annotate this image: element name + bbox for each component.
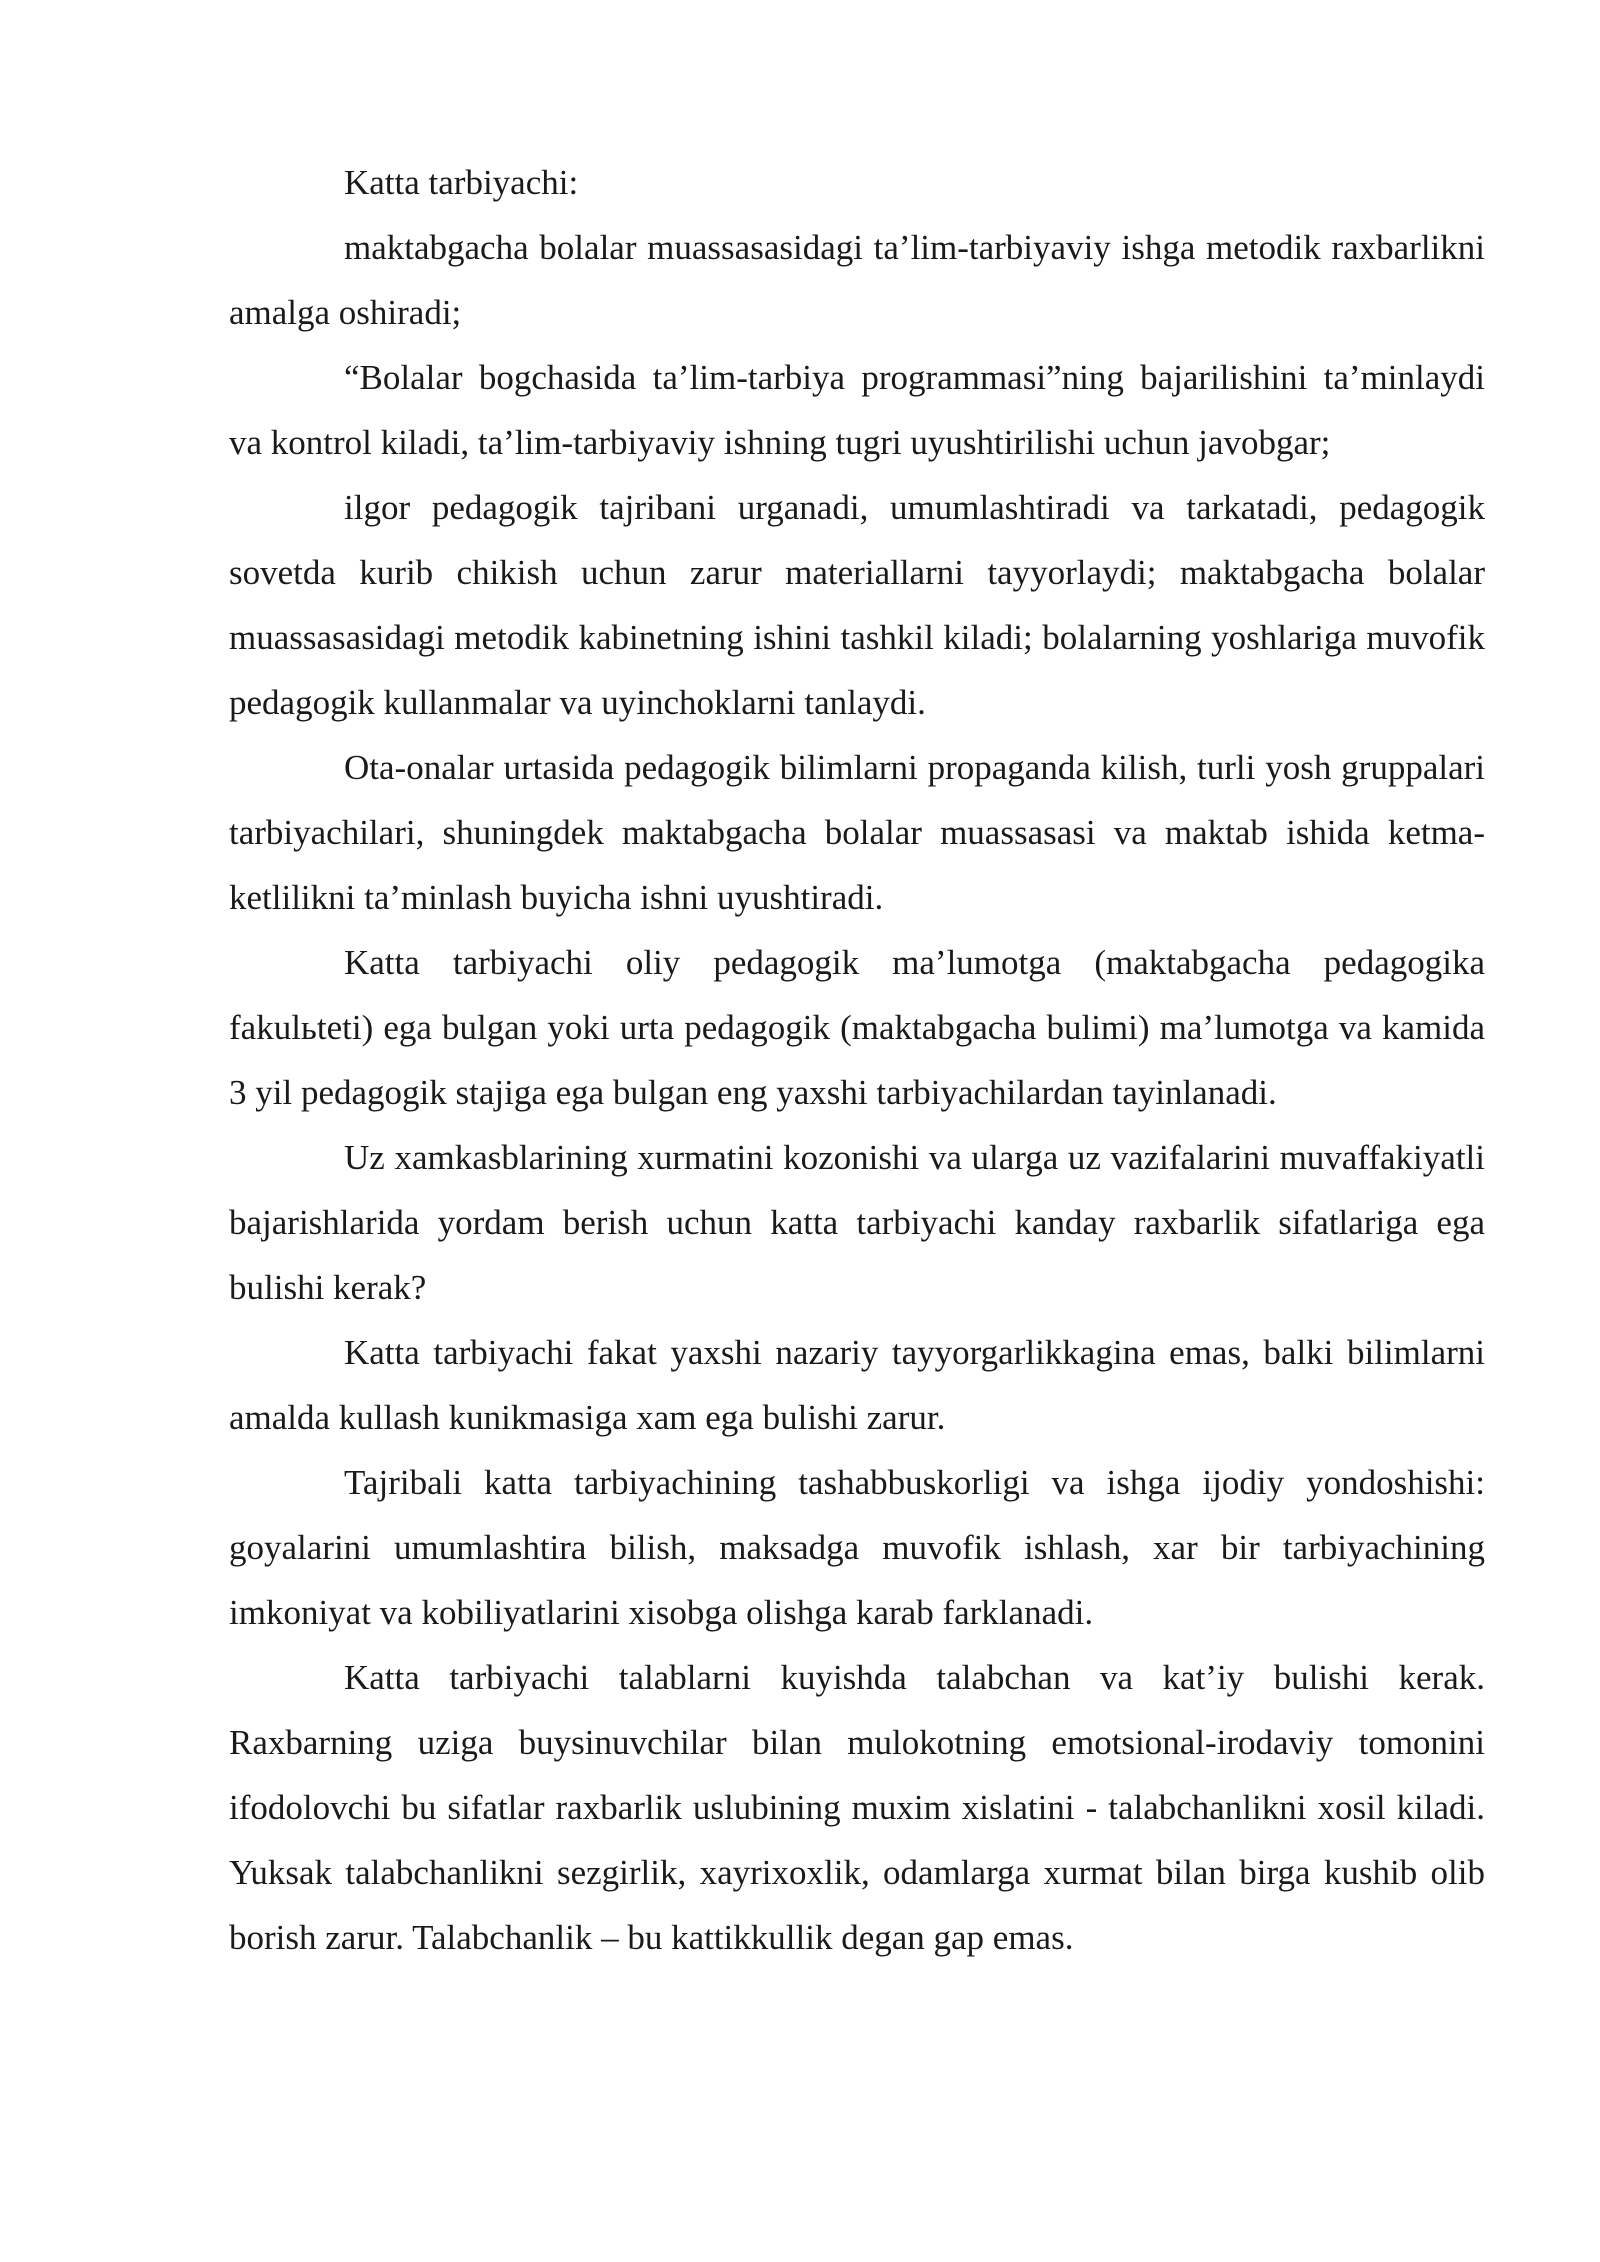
paragraph-4: Ota-onalar urtasida pedagogik bilimlarni propaganda kilish, turli yosh gruppalari tarbiyachilari, shuningdek maktabgacha bolalar muassasasi va maktab ishida ketma-ketlilikni ta’minlash buyicha ishni uyushtiradi. bbox=[229, 748, 1485, 917]
paragraph-2: “Bolalar bogchasida ta’lim-tarbiya programmasi”ning bajarilishini ta’minlaydi va kontrol kiladi, ta’lim-tarbiyaviy ishning tugri uyushtirilishi uchun javobgar; bbox=[229, 358, 1485, 462]
paragraph-9: Katta tarbiyachi talablarni kuyishda talabchan va kat’iy bulishi kerak. Raxbarning uziga buysinuvchilar bilan mulokotning emotsional-irodaviy tomonini ifodolovchi bu sifatlar raxbarlik uslubining muxim xislatini - talabchanlikni xosil kiladi. Yuksak talabchanlikni sezgirlik, xayrixoxlik, odamlarga xurmat bilan birga kushib olib borish zarur. Talabchanlik – bu kattikkullik degan gap emas. bbox=[229, 1658, 1485, 1957]
document-page bbox=[229, 150, 1485, 1970]
paragraph-heading: Katta tarbiyachi: bbox=[344, 163, 579, 202]
paragraph-3: ilgor pedagogik tajribani urganadi, umumlashtiradi va tarkatadi, pedagogik sovetda kurib chikish uchun zarur materiallarni tayyorlaydi; maktabgacha bolalar muassasasidagi metodik kabinetning ishini tashkil kiladi; bolalarning yoshlariga muvofik pedagogik kullanmalar va uyinchoklarni tanlaydi. bbox=[229, 488, 1485, 722]
paragraph-1: maktabgacha bolalar muassasasidagi ta’lim-tarbiyaviy ishga metodik raxbarlikni amalga oshiradi; bbox=[229, 228, 1485, 332]
paragraph-5: Katta tarbiyachi oliy pedagogik ma’lumotga (maktabgacha pedagogika fakulьteti) ega bulgan yoki urta pedagogik (maktabgacha bulimi) ma’lumotga va kamida 3 yil pedagogik stajiga ega bulgan eng yaxshi tarbiyachilardan tayinlanadi. bbox=[229, 943, 1485, 1112]
paragraph-6: Uz xamkasblarining xurmatini kozonishi va ularga uz vazifalarini muvaffakiyatli bajarishlarida yordam berish uchun katta tarbiyachi kanday raxbarlik sifatlariga ega bulishi kerak? bbox=[229, 1138, 1485, 1307]
paragraph-7: Katta tarbiyachi fakat yaxshi nazariy tayyorgarlikkagina emas, balki bilimlarni amalda kullash kunikmasiga xam ega bulishi zarur. bbox=[229, 1333, 1485, 1437]
paragraph-8: Tajribali katta tarbiyachining tashabbuskorligi va ishga ijodiy yondoshishi: goyalarini umumlashtira bilish, maksadga muvofik ishlash, xar bir tarbiyachining imkoniyat va kobiliyatlarini xisobga olishga karab farklanadi. bbox=[229, 1463, 1485, 1632]
